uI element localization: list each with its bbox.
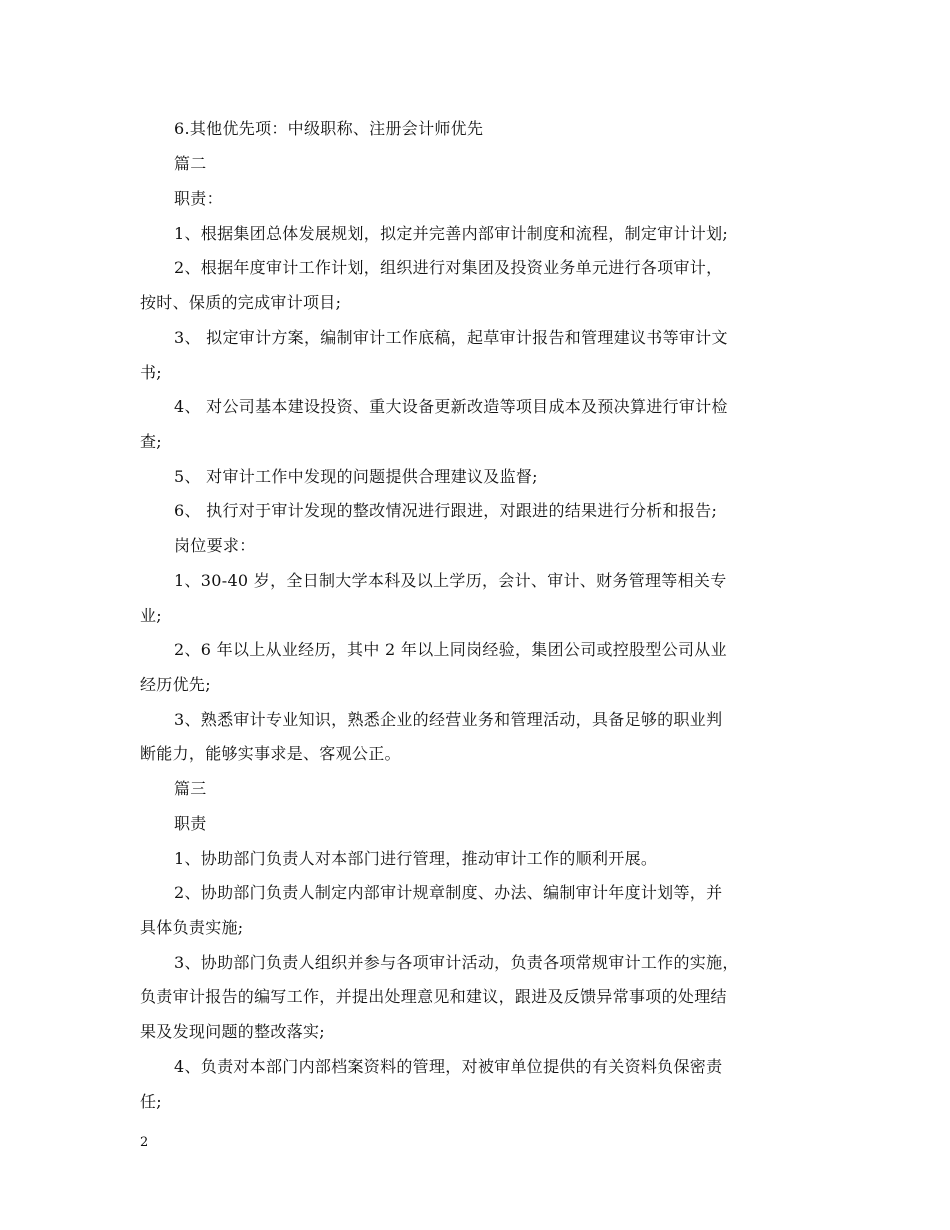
text-line: 2、根据年度审计工作计划，组织进行对集团及投资业务单元进行各项审计， <box>174 258 723 277</box>
text-line: 任; <box>140 1092 162 1111</box>
text-line: 书; <box>140 363 162 382</box>
text-line: 6、 执行对于审计发现的整改情况进行跟进，对跟进的结果进行分析和报告; <box>174 501 718 520</box>
text-line: 2、6 年以上从业经历，其中 2 年以上同岗经验，集团公司或控股型公司从业 <box>174 640 727 659</box>
text-line: 1、协助部门负责人对本部门进行管理，推动审计工作的顺利开展。 <box>174 849 658 868</box>
text-line: 业; <box>140 606 162 625</box>
text-line: 果及发现问题的整改落实; <box>140 1022 325 1041</box>
text-line: 负责审计报告的编写工作，并提出处理意见和建议，跟进及反馈异常事项的处理结 <box>140 987 727 1006</box>
text-line: 1、30-40 岁，全日制大学本科及以上学历，会计、审计、财务管理等相关专 <box>174 571 727 590</box>
text-line: 1、根据集团总体发展规划，拟定并完善内部审计制度和流程，制定审计计划; <box>174 224 729 243</box>
text-line: 3、熟悉审计专业知识，熟悉企业的经营业务和管理活动，具备足够的职业判 <box>174 710 723 729</box>
subsection-heading: 职责： <box>174 189 223 208</box>
text-line: 断能力，能够实事求是、客观公正。 <box>140 744 401 763</box>
text-line: 4、负责对本部门内部档案资料的管理，对被审单位提供的有关资料负保密责 <box>174 1057 723 1076</box>
text-line: 3、协助部门负责人组织并参与各项审计活动，负责各项常规审计工作的实施， <box>174 953 739 972</box>
text-line: 具体负责实施; <box>140 918 244 937</box>
subsection-heading: 职责 <box>174 814 207 833</box>
page-number: 2 <box>140 1135 149 1150</box>
text-line: 4、 对公司基本建设投资、重大设备更新改造等项目成本及预决算进行审计检 <box>174 397 728 416</box>
text-line: 3、 拟定审计方案，编制审计工作底稿，起草审计报告和管理建议书等审计文 <box>174 328 728 347</box>
section-heading: 篇三 <box>174 779 207 798</box>
text-line: 查; <box>140 432 162 451</box>
section-heading: 篇二 <box>174 154 207 173</box>
text-line: 经历优先; <box>140 675 211 694</box>
subsection-heading: 岗位要求： <box>174 536 256 555</box>
text-line: 按时、保质的完成审计项目; <box>140 293 342 312</box>
text-line: 2、协助部门负责人制定内部审计规章制度、办法、编制审计年度计划等，并 <box>174 883 723 902</box>
text-line: 5、 对审计工作中发现的问题提供合理建议及监督; <box>174 467 538 486</box>
text-line: 6.其他优先项：中级职称、注册会计师优先 <box>174 119 484 138</box>
